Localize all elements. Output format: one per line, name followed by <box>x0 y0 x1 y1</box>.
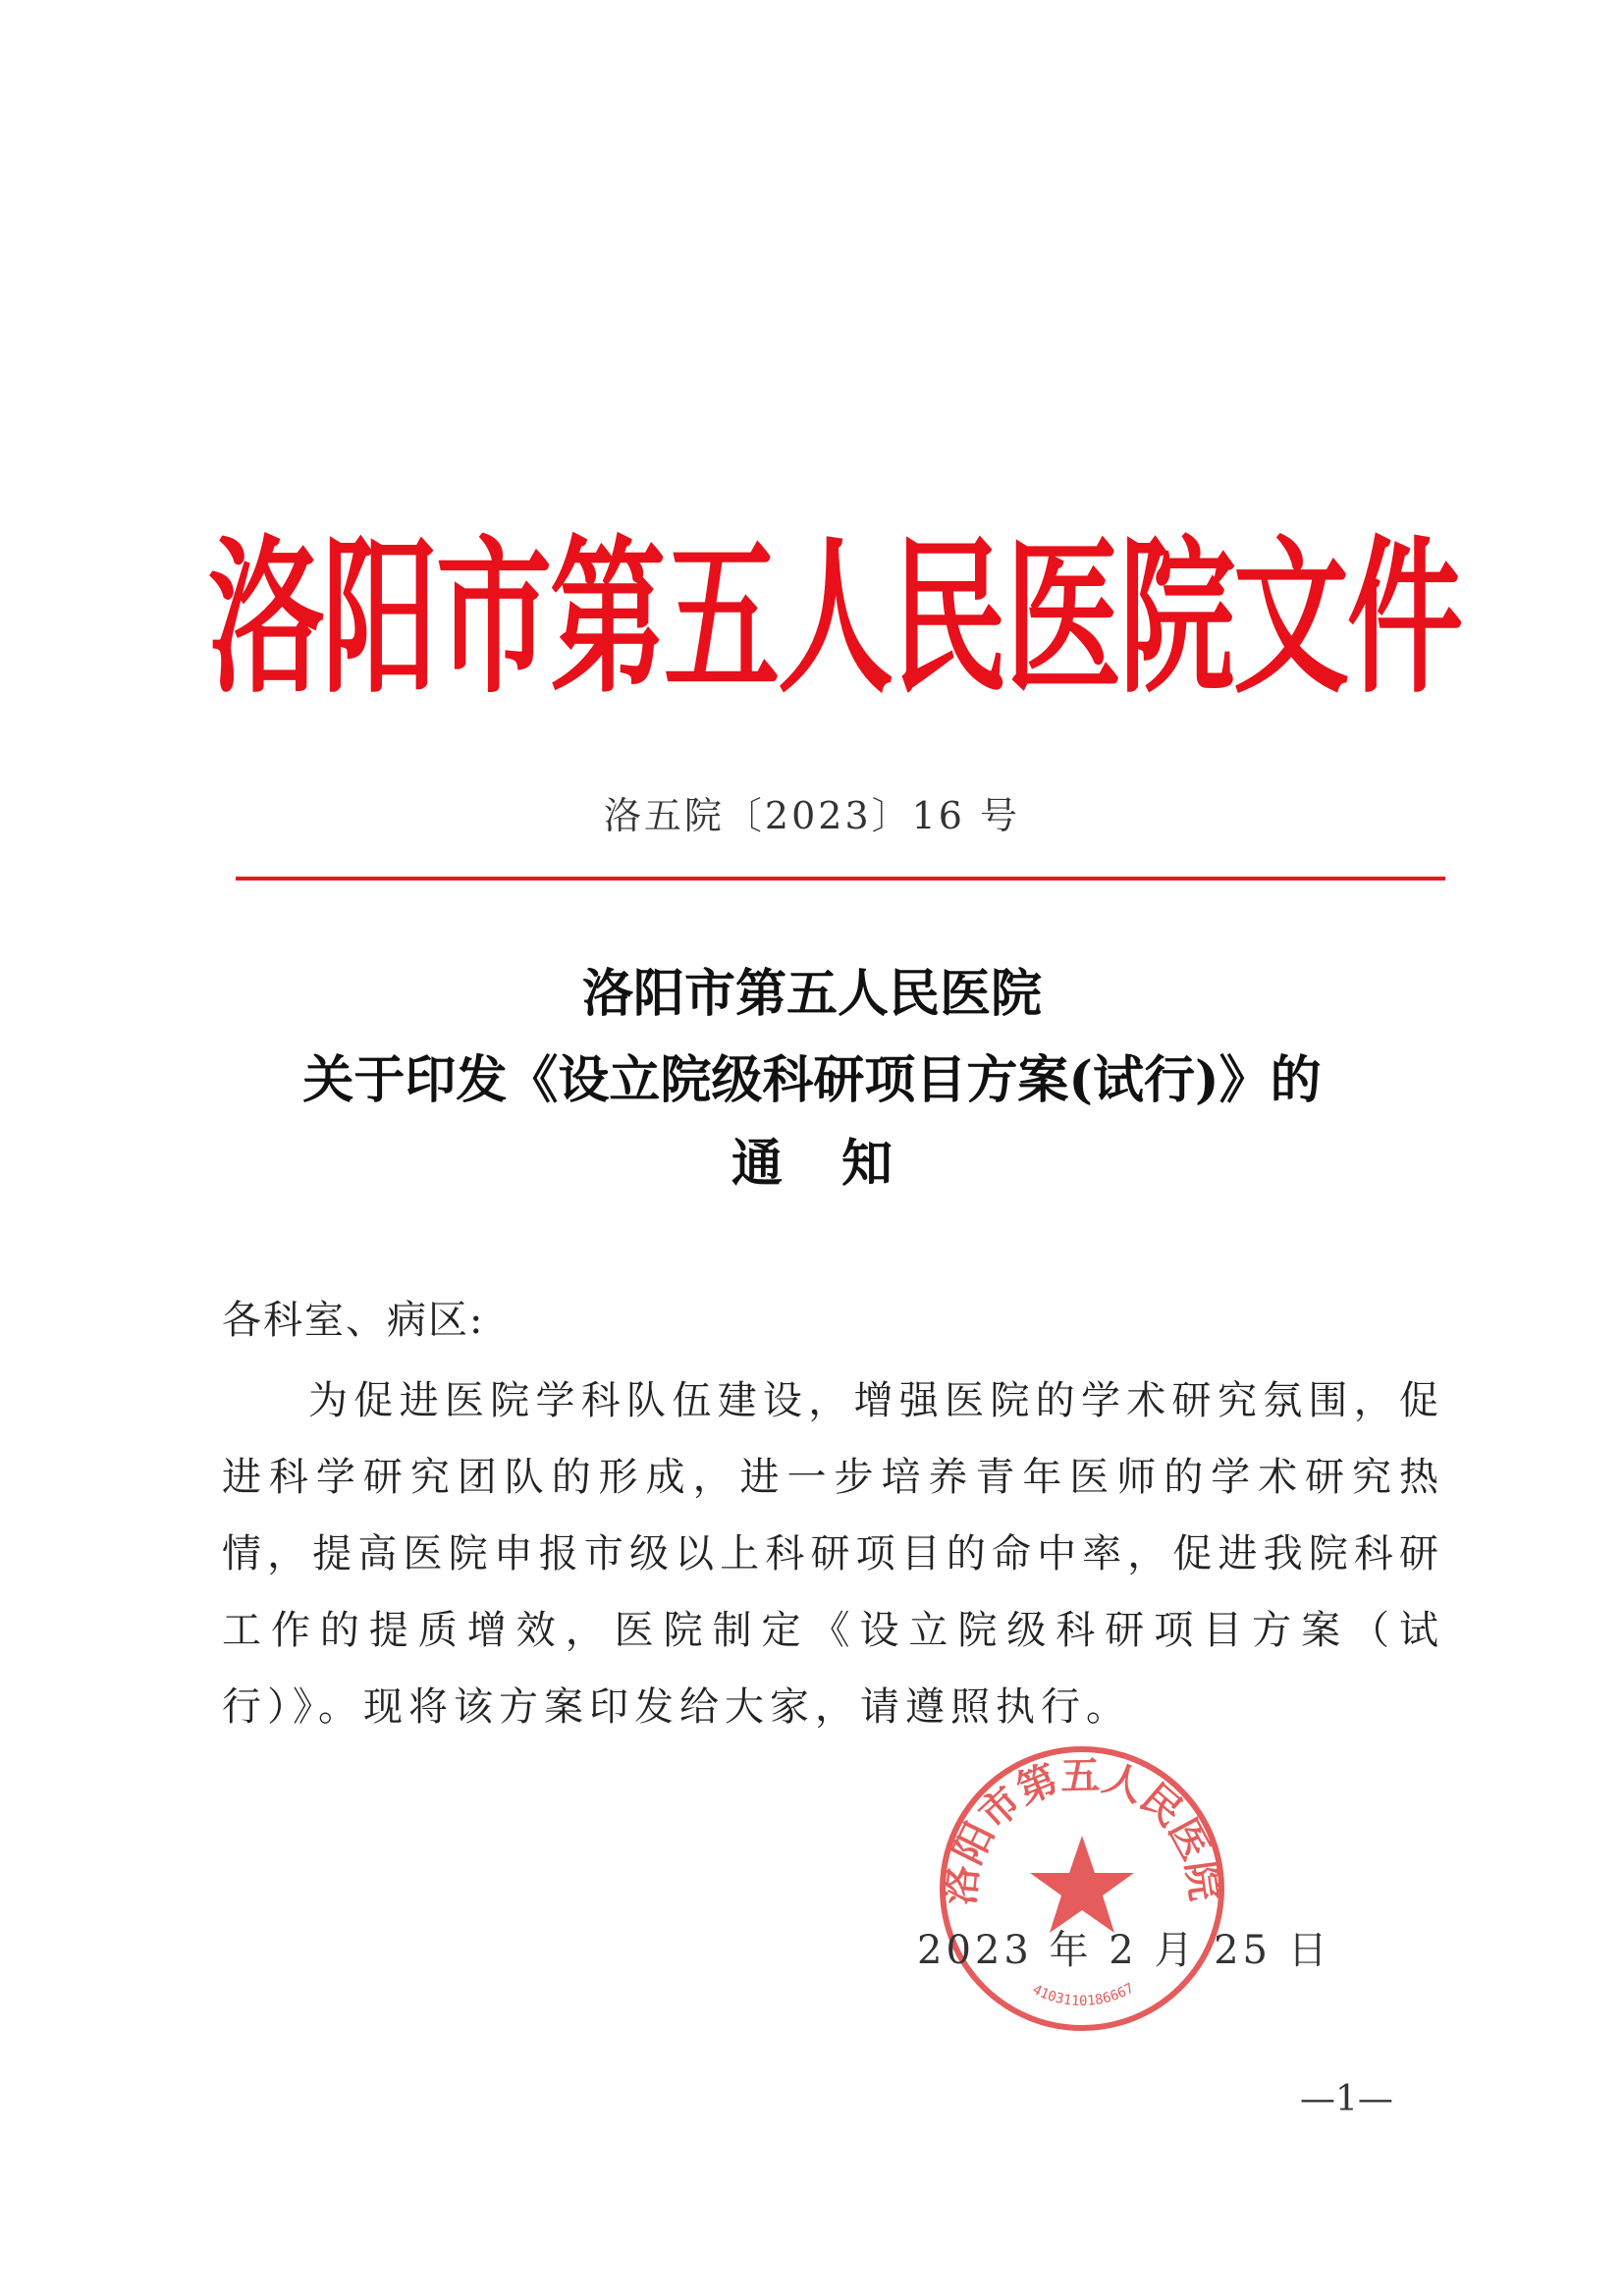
seal-code: 4103110186667 <box>1029 1980 1137 2010</box>
document-number: 洛五院〔2023〕16 号 <box>603 794 1021 837</box>
salutation: 各科室、病区: <box>222 1298 485 1343</box>
official-seal <box>931 1737 1233 2040</box>
page-number: —1— <box>1300 2079 1393 2119</box>
seal-arc-text: 洛阳市第五人民医院 <box>938 1753 1227 1907</box>
issue-date: 2023 年 2 月 25 日 <box>917 1928 1331 1973</box>
body-paragraph: 为促进医院学科队伍建设，增强医院的学术研究氛围，促进科学研究团队的形成，进一步培养青年医师的学术研究热情，提高医院申报市级以上科研项目的命中率，促进我院科研工作的提质增效，医院制定《设立院级科研项目方案（试行）》。现将该方案印发给大家，请遵照执行。 <box>222 1378 1444 1730</box>
masthead <box>208 496 1462 717</box>
notice-title-line-2: 关于印发《设立院级科研项目方案(试行)》的 <box>302 1050 1322 1110</box>
notice-title-line-3: 通知 <box>731 1134 951 1194</box>
notice-title-line-1: 洛阳市第五人民医院 <box>581 964 1042 1024</box>
red-divider-rule <box>236 877 1445 881</box>
masthead-title: 洛阳市第五人民医院文件 <box>208 519 1462 717</box>
